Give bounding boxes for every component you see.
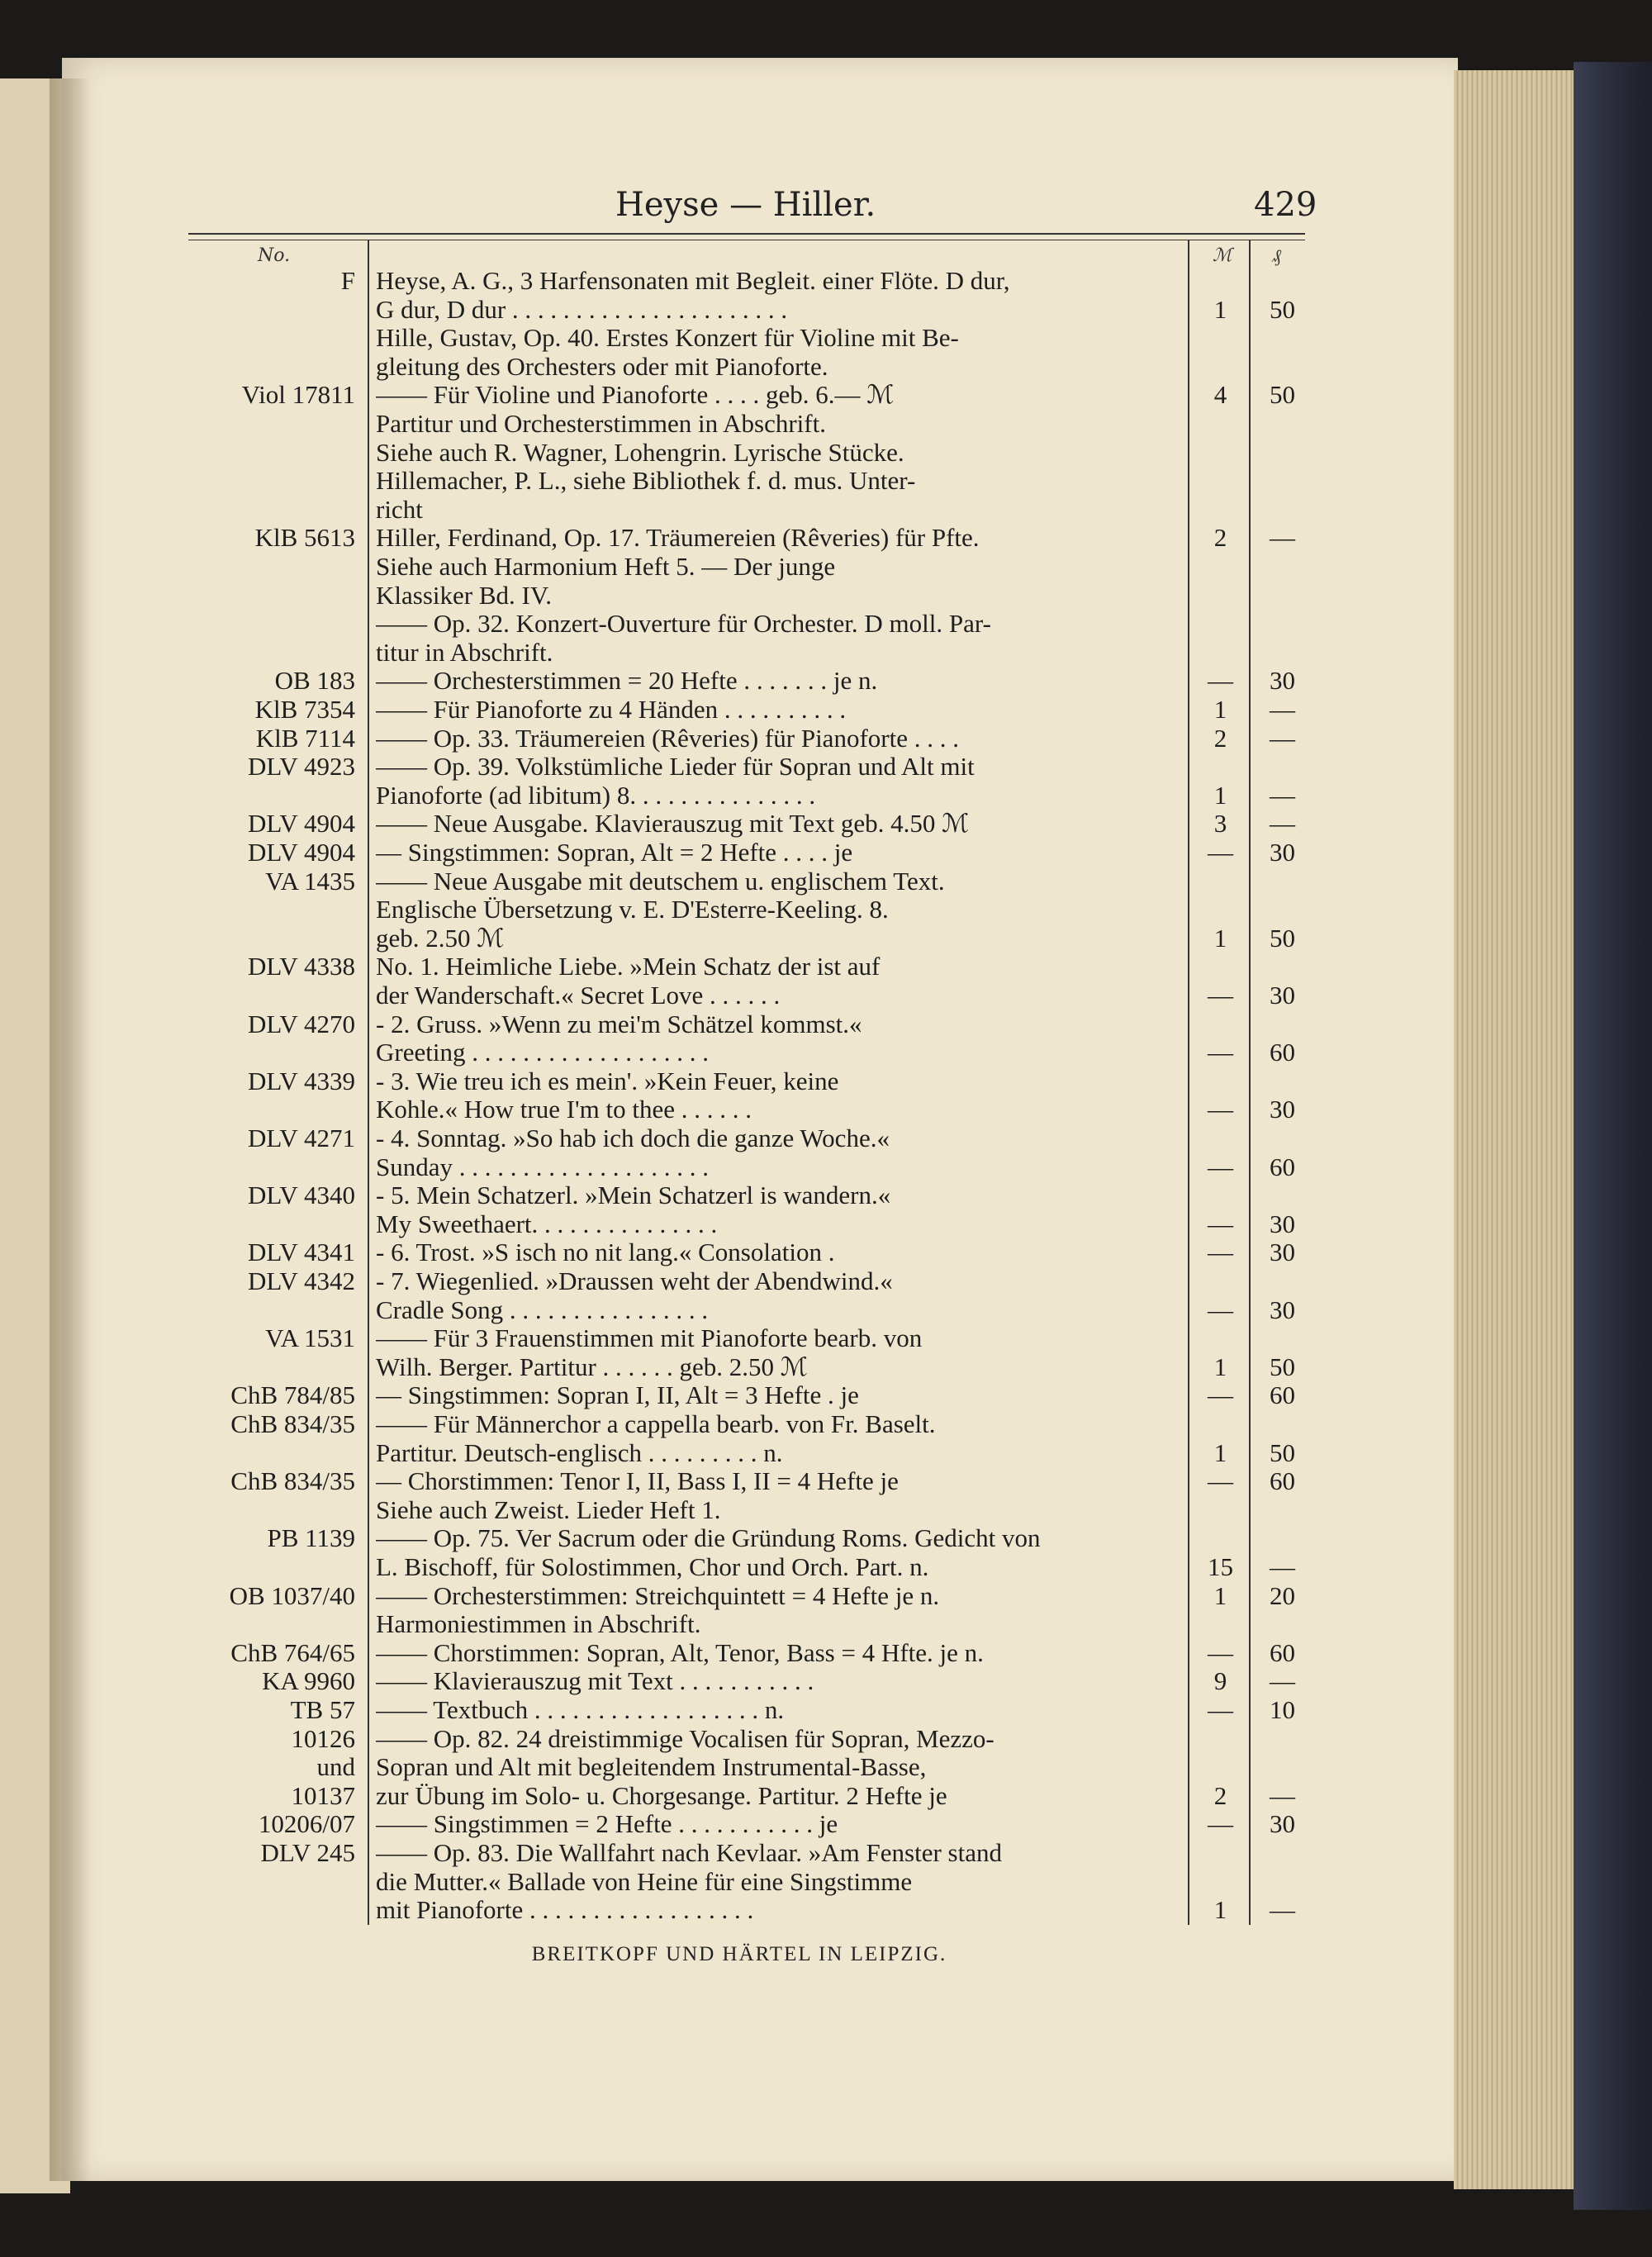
catalog-row	[0, 609, 1652, 638]
description-cell: —— Orchesterstimmen: Streichquintett = 4 Hefte je n.	[376, 1581, 940, 1610]
catalog-row	[0, 1552, 1652, 1581]
catalog-row	[0, 352, 1652, 381]
description-cell: Wilh. Berger. Partitur . . . . . . geb. 2.50 ℳ	[376, 1352, 808, 1381]
number-cell: KA 9960	[262, 1666, 355, 1695]
catalog-row	[0, 1609, 1652, 1638]
catalog-row	[0, 438, 1652, 467]
catalog-row	[0, 724, 1652, 753]
description-cell: mit Pianoforte . . . . . . . . . . . . . . . . . .	[376, 1895, 754, 1924]
pfennig-cell: 50	[1270, 295, 1295, 324]
mark-cell: —	[1208, 1095, 1233, 1124]
catalog-row	[0, 295, 1652, 324]
description-cell: richt	[376, 495, 423, 524]
catalog-row	[0, 1152, 1652, 1181]
description-cell: - 6. Trost. »S isch no nit lang.« Consolation .	[376, 1238, 835, 1266]
catalog-row	[0, 1323, 1652, 1352]
description-cell: —— Op. 32. Konzert-Ouverture für Orchester. D moll. Par-	[376, 609, 991, 638]
number-cell: KlB 7114	[255, 724, 355, 753]
mark-cell: 2	[1213, 724, 1227, 753]
mark-cell: 1	[1213, 1581, 1227, 1610]
number-cell: OB 1037/40	[229, 1581, 355, 1610]
pfennig-cell: 60	[1270, 1638, 1295, 1667]
pfennig-cell: —	[1270, 724, 1295, 753]
catalog-row	[0, 924, 1652, 953]
mark-cell: —	[1208, 1695, 1233, 1724]
catalog-row	[0, 1124, 1652, 1152]
pfennig-cell: —	[1270, 809, 1295, 838]
pfennig-cell: 30	[1270, 1238, 1295, 1266]
catalog-row	[0, 495, 1652, 524]
description-cell: —— Op. 82. 24 dreistimmige Vocalisen für Sopran, Mezzo-	[376, 1724, 995, 1753]
mark-cell: 1	[1213, 695, 1227, 724]
mark-cell: 4	[1213, 380, 1227, 409]
mark-cell: —	[1208, 1209, 1233, 1238]
pfennig-cell: 60	[1270, 1380, 1295, 1409]
description-cell: —— Neue Ausgabe. Klavierauszug mit Text geb. 4.50 ℳ	[376, 809, 970, 838]
mark-cell: —	[1208, 666, 1233, 695]
catalog-row	[0, 1809, 1652, 1838]
description-cell: - 4. Sonntag. »So hab ich doch die ganze Woche.«	[376, 1124, 890, 1152]
description-cell: —— Op. 33. Träumereien (Rêveries) für Pianoforte . . . .	[376, 724, 959, 753]
catalog-row	[0, 323, 1652, 352]
mark-cell: —	[1208, 1466, 1233, 1495]
catalog-row	[0, 1380, 1652, 1409]
page-number: 429	[1254, 186, 1317, 224]
description-cell: Klassiker Bd. IV.	[376, 581, 552, 610]
catalog-row	[0, 695, 1652, 724]
description-cell: Sopran und Alt mit begleitendem Instrumental-Basse,	[376, 1752, 927, 1781]
number-cell: DLV 4904	[247, 809, 355, 838]
mark-cell: —	[1208, 1295, 1233, 1324]
catalog-row	[0, 1581, 1652, 1610]
number-cell: Viol 17811	[241, 380, 355, 409]
mark-cell: 1	[1213, 924, 1227, 953]
catalog-row	[0, 838, 1652, 867]
catalog-row	[0, 552, 1652, 581]
number-cell: DLV 4340	[247, 1181, 355, 1209]
mark-cell: —	[1208, 1038, 1233, 1067]
number-cell: und	[316, 1752, 355, 1781]
catalog-row	[0, 409, 1652, 438]
pfennig-cell: 30	[1270, 1209, 1295, 1238]
catalog-row	[0, 1666, 1652, 1695]
description-cell: —— Textbuch . . . . . . . . . . . . . . . . . . n.	[376, 1695, 785, 1724]
number-cell: F	[340, 266, 355, 295]
description-cell: Partitur. Deutsch-englisch . . . . . . . . . n.	[376, 1438, 783, 1467]
pfennig-cell: 60	[1270, 1152, 1295, 1181]
catalog-row	[0, 1523, 1652, 1552]
number-cell: DLV 4341	[247, 1238, 355, 1266]
pfennig-cell: 10	[1270, 1695, 1295, 1724]
catalog-row	[0, 1238, 1652, 1266]
description-cell: L. Bischoff, für Solostimmen, Chor und Orch. Part. n.	[376, 1552, 929, 1581]
pfennig-cell: 20	[1270, 1581, 1295, 1610]
mark-cell: 1	[1213, 295, 1227, 324]
pfennig-cell: —	[1270, 781, 1295, 810]
number-cell: VA 1435	[265, 867, 355, 896]
description-cell: —— Für Pianoforte zu 4 Händen . . . . . . . . . .	[376, 695, 847, 724]
description-cell: geb. 2.50 ℳ	[376, 924, 505, 953]
mark-cell: —	[1208, 1152, 1233, 1181]
pfennig-cell: 50	[1270, 380, 1295, 409]
number-cell: KlB 7354	[254, 695, 355, 724]
description-cell: — Singstimmen: Sopran, Alt = 2 Hefte . . . . je	[376, 838, 853, 867]
description-cell: —— Für Violine und Pianoforte . . . . geb. 6.— ℳ	[376, 380, 895, 409]
catalog-row	[0, 1838, 1652, 1867]
number-cell: DLV 4338	[247, 952, 355, 981]
catalog-row	[0, 1495, 1652, 1524]
description-cell: Sunday . . . . . . . . . . . . . . . . . . . .	[376, 1152, 709, 1181]
number-cell: KlB 5613	[254, 523, 355, 552]
catalog-row	[0, 1867, 1652, 1896]
number-cell: ChB 834/35	[230, 1409, 355, 1438]
mark-cell: 1	[1213, 1438, 1227, 1467]
pfennig-cell: 30	[1270, 838, 1295, 867]
mark-cell: 15	[1208, 1552, 1233, 1581]
description-cell: —— Neue Ausgabe mit deutschem u. englischem Text.	[376, 867, 945, 896]
pfennig-cell: —	[1270, 523, 1295, 552]
mark-cell: —	[1208, 1638, 1233, 1667]
number-cell: DLV 4339	[247, 1067, 355, 1095]
description-cell: —— Für 3 Frauenstimmen mit Pianoforte bearb. von	[376, 1323, 923, 1352]
number-cell: 10137	[291, 1781, 355, 1810]
column-header-number: No.	[258, 245, 291, 266]
description-cell: Kohle.« How true I'm to thee . . . . . .	[376, 1095, 752, 1124]
description-cell: —— Chorstimmen: Sopran, Alt, Tenor, Bass = 4 Hfte. je n.	[376, 1638, 984, 1667]
mark-cell: —	[1208, 981, 1233, 1010]
description-cell: —— Op. 83. Die Wallfahrt nach Kevlaar. »Am Fenster stand	[376, 1838, 1002, 1867]
mark-cell: 1	[1213, 1352, 1227, 1381]
description-cell: Siehe auch Harmonium Heft 5. — Der junge	[376, 552, 836, 581]
catalog-row	[0, 1695, 1652, 1724]
catalog-row	[0, 1038, 1652, 1067]
description-cell: - 2. Gruss. »Wenn zu mei'm Schätzel kommst.«	[376, 1010, 862, 1038]
catalog-row	[0, 466, 1652, 495]
pfennig-cell: 60	[1270, 1038, 1295, 1067]
description-cell: gleitung des Orchesters oder mit Pianoforte.	[376, 352, 828, 381]
number-cell: PB 1139	[267, 1523, 355, 1552]
description-cell: — Singstimmen: Sopran I, II, Alt = 3 Hefte . je	[376, 1380, 859, 1409]
description-cell: Hillemacher, P. L., siehe Bibliothek f. d. mus. Unter-	[376, 466, 916, 495]
number-cell: DLV 4270	[247, 1010, 355, 1038]
description-cell: Hille, Gustav, Op. 40. Erstes Konzert für Violine mit Be-	[376, 323, 959, 352]
description-cell: Partitur und Orchesterstimmen in Abschrift.	[376, 409, 826, 438]
description-cell: - 3. Wie treu ich es mein'. »Kein Feuer, keine	[376, 1067, 839, 1095]
description-cell: Harmoniestimmen in Abschrift.	[376, 1609, 701, 1638]
number-cell: TB 57	[290, 1695, 355, 1724]
number-cell: DLV 4271	[247, 1124, 355, 1152]
catalog-row	[0, 1466, 1652, 1495]
catalog-row	[0, 809, 1652, 838]
pfennig-cell: —	[1270, 1781, 1295, 1810]
mark-cell: 3	[1213, 809, 1227, 838]
pfennig-cell: —	[1270, 1666, 1295, 1695]
number-cell: DLV 4904	[247, 838, 355, 867]
mark-cell: 2	[1213, 523, 1227, 552]
pfennig-cell: 30	[1270, 1809, 1295, 1838]
description-cell: Greeting . . . . . . . . . . . . . . . . . . .	[376, 1038, 709, 1067]
catalog-row	[0, 781, 1652, 810]
description-cell: — Chorstimmen: Tenor I, II, Bass I, II = 4 Hefte je	[376, 1466, 899, 1495]
catalog-row	[0, 1181, 1652, 1209]
number-cell: 10206/07	[258, 1809, 355, 1838]
description-cell: der Wanderschaft.« Secret Love . . . . . .	[376, 981, 781, 1010]
mark-cell: 9	[1213, 1666, 1227, 1695]
number-cell: VA 1531	[265, 1323, 355, 1352]
description-cell: - 7. Wiegenlied. »Draussen weht der Abendwind.«	[376, 1266, 893, 1295]
description-cell: Cradle Song . . . . . . . . . . . . . . . .	[376, 1295, 709, 1324]
pfennig-cell: 60	[1270, 1466, 1295, 1495]
catalog-row	[0, 1095, 1652, 1124]
mark-cell: 2	[1213, 1781, 1227, 1810]
number-cell: ChB 764/65	[230, 1638, 355, 1667]
catalog-row	[0, 1638, 1652, 1667]
description-cell: Siehe auch Zweist. Lieder Heft 1.	[376, 1495, 721, 1524]
catalog-row	[0, 1781, 1652, 1810]
number-cell: OB 183	[274, 666, 355, 695]
pfennig-cell: 50	[1270, 1438, 1295, 1467]
description-cell: —— Orchesterstimmen = 20 Hefte . . . . . . . je n.	[376, 666, 878, 695]
pfennig-cell: 50	[1270, 924, 1295, 953]
number-cell: DLV 4342	[247, 1266, 355, 1295]
description-cell: - 5. Mein Schatzerl. »Mein Schatzerl is wandern.«	[376, 1181, 891, 1209]
pfennig-cell: 30	[1270, 1095, 1295, 1124]
number-cell: DLV 245	[260, 1838, 355, 1867]
column-header-pfennig: ₰	[1272, 246, 1281, 267]
catalog-row	[0, 1438, 1652, 1467]
mark-cell: —	[1208, 1809, 1233, 1838]
running-head-title: Heyse — Hiller.	[615, 186, 876, 224]
mark-cell: 1	[1213, 1895, 1227, 1924]
number-cell: DLV 4923	[247, 752, 355, 781]
catalog-row	[0, 952, 1652, 981]
description-cell: —— Klavierauszug mit Text . . . . . . . . . . .	[376, 1666, 814, 1695]
description-cell: G dur, D dur . . . . . . . . . . . . . . . . . . . . . .	[376, 295, 788, 324]
description-cell: —— Für Männerchor a cappella bearb. von Fr. Baselt.	[376, 1409, 936, 1438]
mark-cell: —	[1208, 1238, 1233, 1266]
catalog-row	[0, 867, 1652, 896]
pfennig-cell: —	[1270, 695, 1295, 724]
pfennig-cell: 30	[1270, 666, 1295, 695]
catalog-row	[0, 1724, 1652, 1753]
description-cell: titur in Abschrift.	[376, 638, 553, 667]
description-cell: Englische Übersetzung v. E. D'Esterre-Keeling. 8.	[376, 895, 889, 924]
description-cell: zur Übung im Solo- u. Chorgesange. Partitur. 2 Hefte je	[376, 1781, 947, 1810]
column-header-mark: ℳ	[1213, 245, 1232, 266]
pfennig-cell: 30	[1270, 981, 1295, 1010]
description-cell: Siehe auch R. Wagner, Lohengrin. Lyrische Stücke.	[376, 438, 904, 467]
catalog-row	[0, 1752, 1652, 1781]
description-cell: —— Op. 75. Ver Sacrum oder die Gründung Roms. Gedicht von	[376, 1523, 1041, 1552]
mark-cell: —	[1208, 838, 1233, 867]
catalog-row	[0, 1895, 1652, 1924]
catalog-row	[0, 638, 1652, 667]
number-cell: ChB 784/85	[230, 1380, 355, 1409]
number-cell: 10126	[291, 1724, 355, 1753]
description-cell: Hiller, Ferdinand, Op. 17. Träumereien (Rêveries) für Pfte.	[376, 523, 980, 552]
catalog-row	[0, 523, 1652, 552]
catalog-row	[0, 1209, 1652, 1238]
catalog-row	[0, 266, 1652, 295]
pfennig-cell: 50	[1270, 1352, 1295, 1381]
description-cell: Pianoforte (ad libitum) 8. . . . . . . . . . . . . . .	[376, 781, 816, 810]
catalog-row	[0, 895, 1652, 924]
pfennig-cell: —	[1270, 1552, 1295, 1581]
catalog-row	[0, 1295, 1652, 1324]
publisher-footer: BREITKOPF UND HÄRTEL IN LEIPZIG.	[531, 1943, 947, 1965]
catalog-row	[0, 666, 1652, 695]
mark-cell: 1	[1213, 781, 1227, 810]
catalog-row	[0, 380, 1652, 409]
catalog-row	[0, 1352, 1652, 1381]
description-cell: —— Op. 39. Volkstümliche Lieder für Sopran und Alt mit	[376, 752, 975, 781]
catalog-row	[0, 1010, 1652, 1038]
mark-cell: —	[1208, 1380, 1233, 1409]
description-cell: My Sweethaert. . . . . . . . . . . . . . .	[376, 1209, 718, 1238]
number-cell: ChB 834/35	[230, 1466, 355, 1495]
catalog-row	[0, 1409, 1652, 1438]
catalog-row	[0, 981, 1652, 1010]
description-cell: —— Singstimmen = 2 Hefte . . . . . . . . . . . je	[376, 1809, 838, 1838]
catalog-row	[0, 1067, 1652, 1095]
catalog-row	[0, 1266, 1652, 1295]
description-cell: Heyse, A. G., 3 Harfensonaten mit Begleit. einer Flöte. D dur,	[376, 266, 1010, 295]
pfennig-cell: 30	[1270, 1295, 1295, 1324]
description-cell: die Mutter.« Ballade von Heine für eine Singstimme	[376, 1867, 913, 1896]
catalog-row	[0, 581, 1652, 610]
catalog-row	[0, 752, 1652, 781]
description-cell: No. 1. Heimliche Liebe. »Mein Schatz der ist auf	[376, 952, 881, 981]
pfennig-cell: —	[1270, 1895, 1295, 1924]
